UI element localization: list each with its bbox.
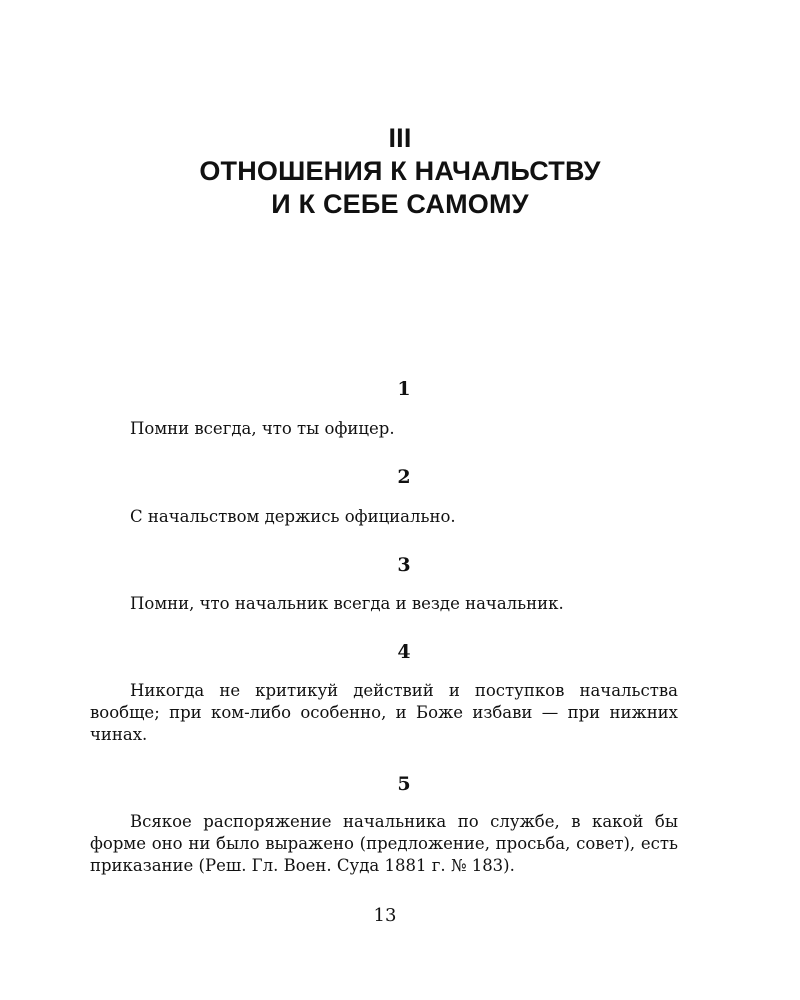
- chapter-roman-numeral: III: [388, 123, 412, 153]
- rule-number-5: 5: [397, 773, 411, 795]
- rule-number-4: 4: [397, 641, 411, 663]
- rule-text-5: Всякое распоряжение начальника по службе, в какой бы форме оно ни было выражено (предложение, просьба, совет), есть приказание (Реш. Гл. Воен. Суда 1881 г. № 183).: [90, 812, 678, 875]
- rule-number-1: 1: [397, 378, 411, 400]
- page-number: 13: [373, 905, 397, 926]
- chapter-title-line-2: И К СЕБЕ САМОМУ: [271, 189, 529, 219]
- chapter-heading: [0, 122, 800, 221]
- rule-text-4: Никогда не критикуй действий и поступков начальства вообще; при ком-либо особенно, и Боже избави — при нижних чинах.: [90, 681, 678, 744]
- rule-text-2: С начальством держись официально.: [130, 507, 456, 526]
- rule-text-1: Помни всегда, что ты офицер.: [130, 419, 395, 438]
- chapter-title-line-1: ОТНОШЕНИЯ К НАЧАЛЬСТВУ: [199, 156, 601, 186]
- rule-text-3: Помни, что начальник всегда и везде начальник.: [130, 594, 564, 613]
- rule-number-2: 2: [397, 466, 411, 488]
- rule-number-3: 3: [397, 554, 411, 576]
